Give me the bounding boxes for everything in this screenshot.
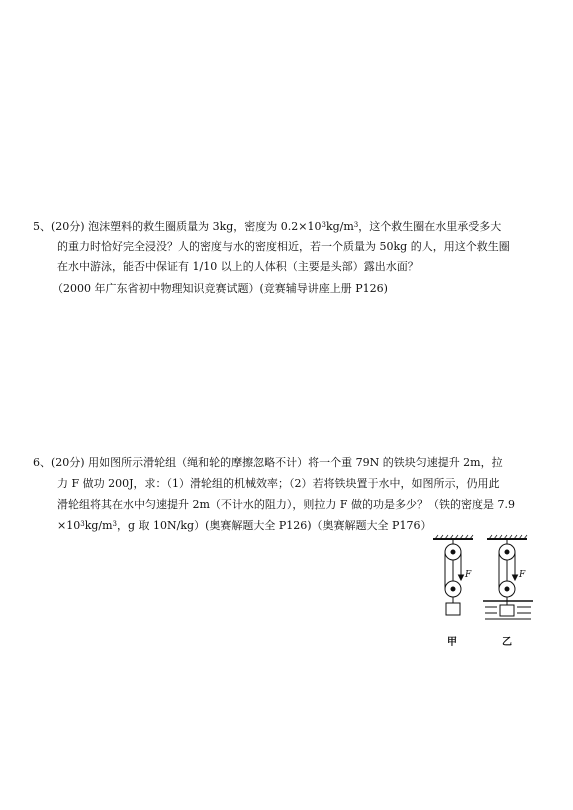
p6-text-b: kg/m — [84, 519, 113, 532]
p5-text-b: kg/m — [325, 220, 354, 233]
problem5-line3: 在水中游泳，能否中保证有 1/10 以上的人体积（主要是头部）露出水面？ — [57, 260, 419, 273]
p6-sup-a: 3 — [80, 520, 85, 528]
pulley-setup-right — [483, 535, 533, 619]
problem6-line2: 力 F 做功 200J，求：（1）滑轮组的机械效率；（2）若将铁块置于水中，如图所示，仍用此 — [57, 477, 500, 490]
p6-text-c: ，g 取 10N/kg）(奥赛解题大全 P126)（奥赛解题大全 P176） — [117, 519, 432, 532]
problem6-line3: 滑轮组将其在水中匀速提升 2m（不计水的阻力），则拉力 F 做的功是多少？（铁的密度是 7.9 — [57, 498, 516, 511]
figure-label-right: 乙 — [502, 637, 512, 648]
p5-text-c: ，这个救生圈在水里承受多大 — [358, 220, 502, 233]
figure-label-left: 甲 — [447, 637, 457, 648]
pulley-diagram — [425, 533, 553, 651]
problem6-line4 — [57, 518, 431, 534]
force-label-left: F — [465, 570, 472, 580]
p5-text-a: 5、(20分) 泡沫塑料的救生圈质量为 3kg，密度为 0.2×10 — [33, 220, 322, 233]
p6-sup-b: 3 — [112, 520, 117, 528]
problem6-line1: 6、(20分) 用如图所示滑轮组（绳和轮的摩擦忽略不计）将一个重 79N 的铁块匀速提升 2m，拉 — [33, 456, 503, 469]
problem5-line2: 的重力时恰好完全浸没？人的密度与水的密度相近，若一个质量为 50kg 的人，用这个救生圈 — [57, 240, 510, 253]
problem5-source: （2000 年广东省初中物理知识竞赛试题）(竞赛辅导讲座上册 P126) — [52, 282, 388, 295]
p6-text-a: ×10 — [57, 519, 81, 532]
p5-sup-b: 3 — [353, 221, 359, 229]
problem5-line1 — [33, 219, 501, 235]
p5-sup-a: 3 — [321, 221, 326, 229]
force-label-right: F — [519, 570, 526, 580]
pulley-figure — [425, 533, 553, 651]
